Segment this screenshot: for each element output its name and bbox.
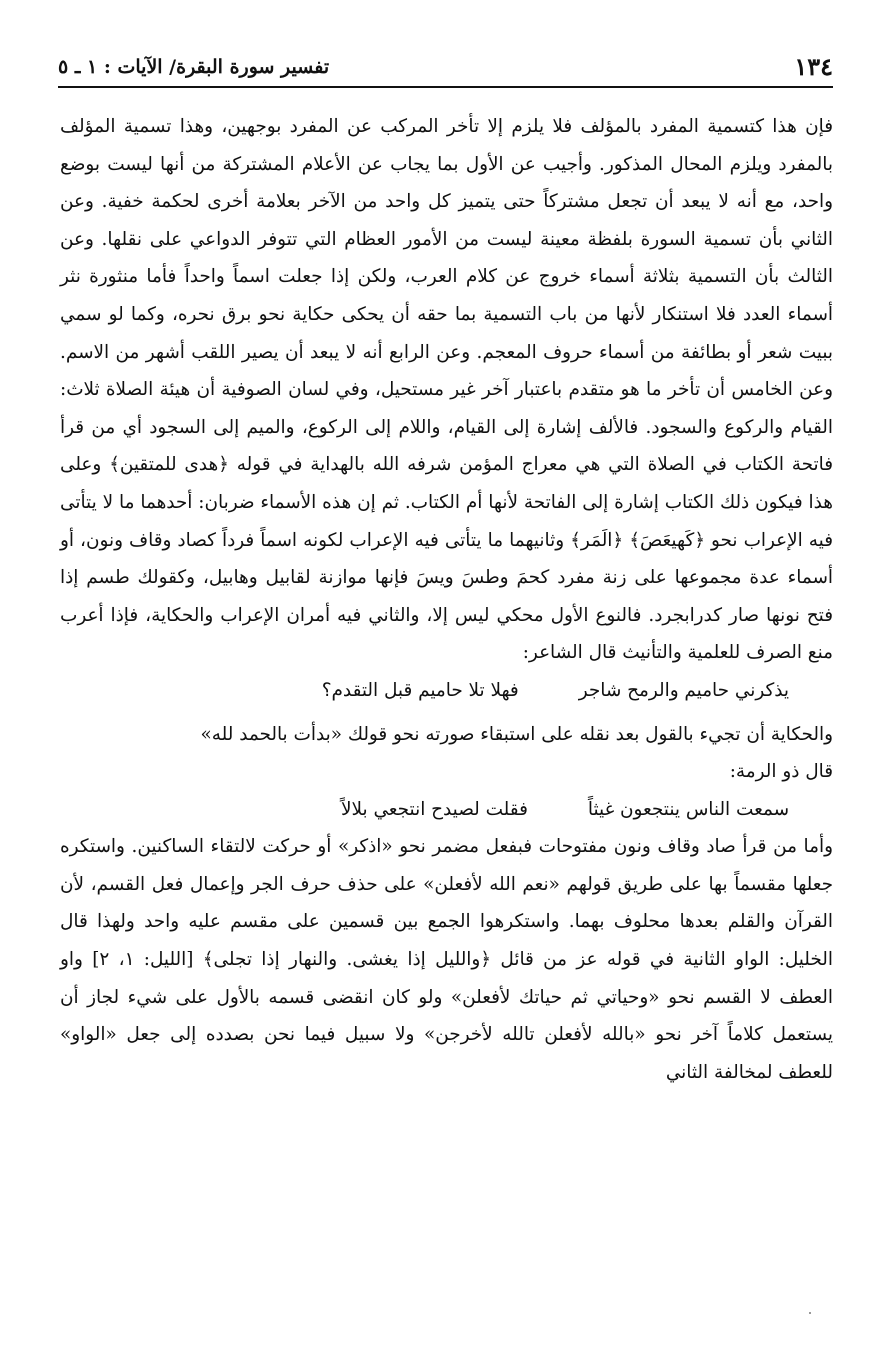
page-body (60, 108, 833, 1091)
scan-speck (809, 1312, 811, 1314)
running-title: تفسير سورة البقرة/ الآيات : ١ ـ ٥ (58, 56, 330, 78)
poetry-verse-1 (60, 672, 833, 710)
poetry-verse-2 (60, 791, 833, 829)
paragraph-final: وأما من قرأ صاد وقاف ونون مفتوحات فبفعل مضمر نحو «اذكر» أو حركت لالتقاء الساكنين. واستكره جعلها مقسماً بها على طريق قولهم «نعم الله لأفعلن» على حذف حرف الجر وإعمال فعل القسم، لأن القرآن والقلم بعدها محلوف بهما. واستكرهوا الجمع بين قسمين على مقسم عليه واحد ولهذا قال الخليل: الواو الثانية في قوله عز من قائل ﴿والليل إذا يغشى. والنهار إذا تجلى﴾ [الليل: ١، ٢] واو العطف لا القسم نحو «وحياتي ثم حياتك لأفعلن» ولو كان انقضى قسمه بالأول على شيء لجاز أن يستعمل كلاماً آخر نحو «بالله لأفعلن تالله لأخرجن» ولا سبيل فيما نحن بصدده إلى جعل «الواو» للعطف لمخالفة الثاني (60, 836, 833, 1083)
header-divider (58, 86, 833, 88)
verse-2-first-hemistich: سمعت الناس ينتجعون غيثاً (587, 798, 789, 820)
verse-2-second-hemistich: فقلت لصيدح انتجعي بلالاً (341, 798, 528, 820)
paragraph-hikaya: والحكاية أن تجيء بالقول بعد نقله على استبقاء صورته نحو قولك «بدأت بالحمد لله» (200, 723, 833, 745)
poet-attribution: قال ذو الرمة: (729, 761, 833, 783)
verse-1-second-hemistich: فهلا تلا حاميم قبل التقدم؟ (321, 679, 519, 701)
paragraph-main: فإن هذا كتسمية المفرد بالمؤلف فلا يلزم إلا تأخر المركب عن المفرد بوجهين، وهذا تسمية المؤلف بالمفرد ويلزم المحال المذكور. وأجيب عن الأول بما يجاب عن الأعلام المشتركة من أنها ليست بوضع واحد، مع أنه لا يبعد أن تجعل مشتركاً حتى يتميز كل واحد من الآخر بعلامة أخرى لحكمة خفية. وعن الثاني بأن تسمية السورة بلفظة معينة ليست من الأمور العظام التي تتوفر الدواعي على نقلها. وعن الثالث بأن التسمية بثلاثة أسماء خروج عن كلام العرب، ولكن إذا جعلت اسماً واحداً فأما منثورة نثر أسماء العدد فلا استنكار لأنها من باب التسمية بما حقه أن يحكى حكاية نحو برق نحره، وكما لو سمي ببيت شعر أو بطائفة من أسماء حروف المعجم. وعن الرابع أنه لا يبعد أن يصير اللقب أشهر من الاسم. وعن الخامس أن تأخر ما هو متقدم باعتبار آخر غير مستحيل، وفي لسان الصوفية أن هيئة الصلاة ثلاث: القيام والركوع والسجود. فالألف إشارة إلى القيام، واللام إلى الركوع، والميم إلى السجود أي من قرأ فاتحة الكتاب في الصلاة التي هي معراج المؤمن شرفه الله بالهداية في قوله ﴿هدى للمتقين﴾ وعلى هذا فيكون ذلك الكتاب إشارة إلى الفاتحة لأنها أم الكتاب. ثم إن هذه الأسماء ضربان: أحدهما ما لا يتأتى فيه الإعراب نحو ﴿كَهيعَصَ﴾ ﴿الَمَر﴾ وثانيهما ما يتأتى فيه الإعراب لكونه اسماً فرداً كصاد وقاف ونون، أو أسماء عدة مجموعها على زنة مفرد كحمَ وطسَ ويسَ فإنها موازنة لقابيل وهابيل، وكقولك طسم إذا فتح نونها صار كدرابجرد. فالنوع الأول محكي ليس إلا، والثاني فيه أمران الإعراب والحكاية، فإذا أعرب منع الصرف للعلمية والتأنيث قال الشاعر: (60, 116, 833, 664)
page-header (58, 40, 833, 82)
page-number: ١٣٤ (794, 52, 833, 81)
verse-1-first-hemistich: يذكرني حاميم والرمح شاجر (578, 679, 789, 701)
